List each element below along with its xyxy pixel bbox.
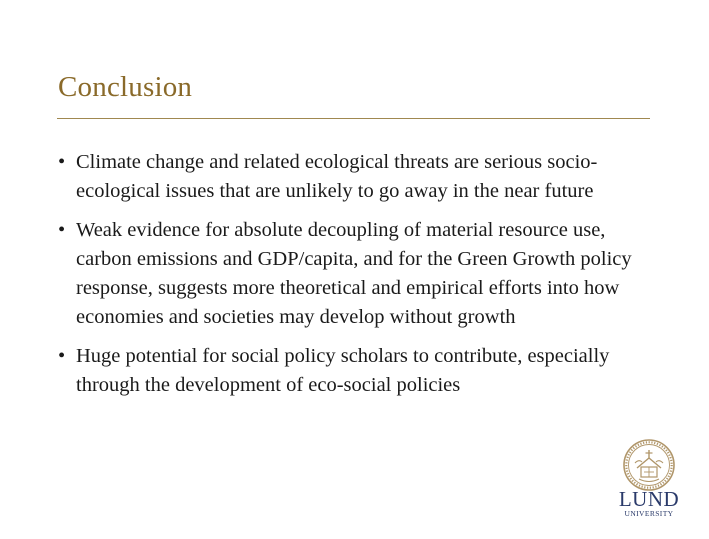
bullet-text: Huge potential for social policy scholars to contribute, especially through the development of eco-social policies [76,345,610,396]
bullet-item [58,342,643,400]
bullet-marker: • [58,345,66,367]
bullet-list [58,148,643,410]
lund-university-seal-icon [622,438,676,492]
bullet-text: Climate change and related ecological threats are serious socio-ecological issues that are unlikely to go away in the near future [76,151,598,202]
title-divider [57,118,650,119]
bullet-text: Weak evidence for absolute decoupling of material resource use, carbon emissions and GDP/capita, and for the Green Growth policy response, suggests more theoretical and empirical efforts into how economies and societies may develop without growth [76,219,632,328]
bullet-marker: • [58,151,66,173]
slide-title: Conclusion [58,71,193,103]
logo-name: LUND [618,487,680,511]
logo-subtitle: UNIVERSITY [624,509,674,518]
bullet-item [58,148,643,206]
bullet-marker: • [58,219,66,241]
bullet-item [58,216,643,332]
lund-university-logo [616,438,682,520]
